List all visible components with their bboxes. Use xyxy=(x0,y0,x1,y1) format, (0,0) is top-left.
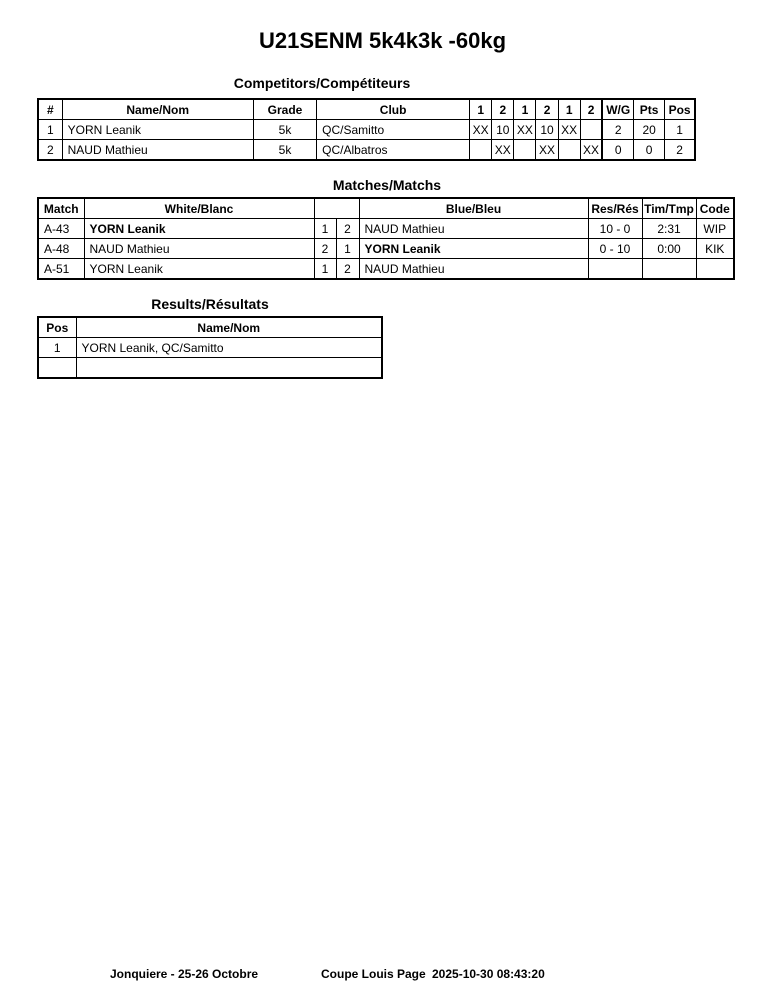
match-time: 2:31 xyxy=(642,219,696,239)
competitor-wins: 2 xyxy=(602,120,633,140)
blue-competitor: NAUD Mathieu xyxy=(359,259,588,280)
score-cell: 10 xyxy=(492,120,514,140)
competitor-grade: 5k xyxy=(253,140,316,161)
blue-number: 2 xyxy=(336,219,359,239)
competitors-header-row xyxy=(38,99,695,120)
score-cell: XX xyxy=(492,140,514,161)
competitor-club: QC/Samitto xyxy=(317,120,470,140)
matches-table xyxy=(37,197,735,280)
white-competitor: YORN Leanik xyxy=(84,259,314,280)
competitor-wins: 0 xyxy=(602,140,633,161)
competitor-number: 2 xyxy=(38,140,62,161)
match-code: WIP xyxy=(696,219,734,239)
col-header-opponent-1: 1 xyxy=(470,99,492,120)
competitor-points: 20 xyxy=(634,120,665,140)
competitor-number: 1 xyxy=(38,120,62,140)
col-header-name: Name/Nom xyxy=(76,317,382,338)
white-number: 2 xyxy=(314,239,336,259)
score-cell xyxy=(470,140,492,161)
match-time xyxy=(642,259,696,280)
competitor-points: 0 xyxy=(634,140,665,161)
match-result: 0 - 10 xyxy=(588,239,642,259)
competitor-position: 1 xyxy=(665,120,695,140)
match-time: 0:00 xyxy=(642,239,696,259)
col-header-number: # xyxy=(38,99,62,120)
results-heading: Results/Résultats xyxy=(151,296,269,312)
col-header-opponent-1c: 1 xyxy=(558,99,580,120)
score-cell: XX xyxy=(558,120,580,140)
col-header-wins: W/G xyxy=(602,99,633,120)
score-cell: XX xyxy=(514,120,536,140)
results-table xyxy=(37,316,383,379)
col-header-blue-number xyxy=(336,198,359,219)
result-name: YORN Leanik, QC/Samitto xyxy=(76,338,382,358)
competitor-position: 2 xyxy=(665,140,695,161)
col-header-grade: Grade xyxy=(253,99,316,120)
result-name xyxy=(76,358,382,379)
matches-header-row xyxy=(38,198,734,219)
col-header-opponent-2: 2 xyxy=(492,99,514,120)
col-header-white-number xyxy=(314,198,336,219)
blue-competitor: YORN Leanik xyxy=(359,239,588,259)
footer-event: Coupe Louis Page xyxy=(321,967,426,981)
blue-competitor: NAUD Mathieu xyxy=(359,219,588,239)
col-header-opponent-2c: 2 xyxy=(580,99,602,120)
table-row xyxy=(38,140,695,161)
table-row xyxy=(38,239,734,259)
score-cell xyxy=(514,140,536,161)
white-number: 1 xyxy=(314,219,336,239)
table-row xyxy=(38,259,734,280)
competitors-table xyxy=(37,98,696,161)
match-code: KIK xyxy=(696,239,734,259)
competitor-club: QC/Albatros xyxy=(317,140,470,161)
col-header-pos: Pos xyxy=(38,317,76,338)
match-id: A-48 xyxy=(38,239,84,259)
score-cell: XX xyxy=(536,140,558,161)
table-row xyxy=(38,358,382,379)
white-number: 1 xyxy=(314,259,336,280)
col-header-points: Pts xyxy=(634,99,665,120)
blue-number: 1 xyxy=(336,239,359,259)
score-cell: XX xyxy=(580,140,602,161)
col-header-position: Pos xyxy=(665,99,695,120)
col-header-opponent-1b: 1 xyxy=(514,99,536,120)
score-cell xyxy=(580,120,602,140)
competitors-heading: Competitors/Compétiteurs xyxy=(233,75,411,91)
competitor-name: NAUD Mathieu xyxy=(62,140,253,161)
col-header-result: Res/Rés xyxy=(588,198,642,219)
score-cell: XX xyxy=(470,120,492,140)
col-header-white: White/Blanc xyxy=(84,198,314,219)
matches-heading: Matches/Matchs xyxy=(332,177,442,193)
col-header-match: Match xyxy=(38,198,84,219)
match-id: A-51 xyxy=(38,259,84,280)
footer-location: Jonquiere - 25-26 Octobre xyxy=(110,967,259,981)
col-header-name: Name/Nom xyxy=(62,99,253,120)
result-position: 1 xyxy=(38,338,76,358)
table-row xyxy=(38,219,734,239)
footer-timestamp: 2025-10-30 08:43:20 xyxy=(432,967,545,981)
table-row xyxy=(38,338,382,358)
col-header-time: Tim/Tmp xyxy=(642,198,696,219)
white-competitor: YORN Leanik xyxy=(84,219,314,239)
score-cell xyxy=(558,140,580,161)
results-header-row xyxy=(38,317,382,338)
col-header-code: Code xyxy=(696,198,734,219)
page-title: U21SENM 5k4k3k -60kg xyxy=(258,28,507,53)
result-position xyxy=(38,358,76,379)
match-result xyxy=(588,259,642,280)
white-competitor: NAUD Mathieu xyxy=(84,239,314,259)
blue-number: 2 xyxy=(336,259,359,280)
match-id: A-43 xyxy=(38,219,84,239)
competitor-grade: 5k xyxy=(253,120,316,140)
col-header-club: Club xyxy=(317,99,470,120)
match-result: 10 - 0 xyxy=(588,219,642,239)
score-cell: 10 xyxy=(536,120,558,140)
competitor-name: YORN Leanik xyxy=(62,120,253,140)
col-header-blue: Blue/Bleu xyxy=(359,198,588,219)
match-code xyxy=(696,259,734,280)
table-row xyxy=(38,120,695,140)
col-header-opponent-2b: 2 xyxy=(536,99,558,120)
